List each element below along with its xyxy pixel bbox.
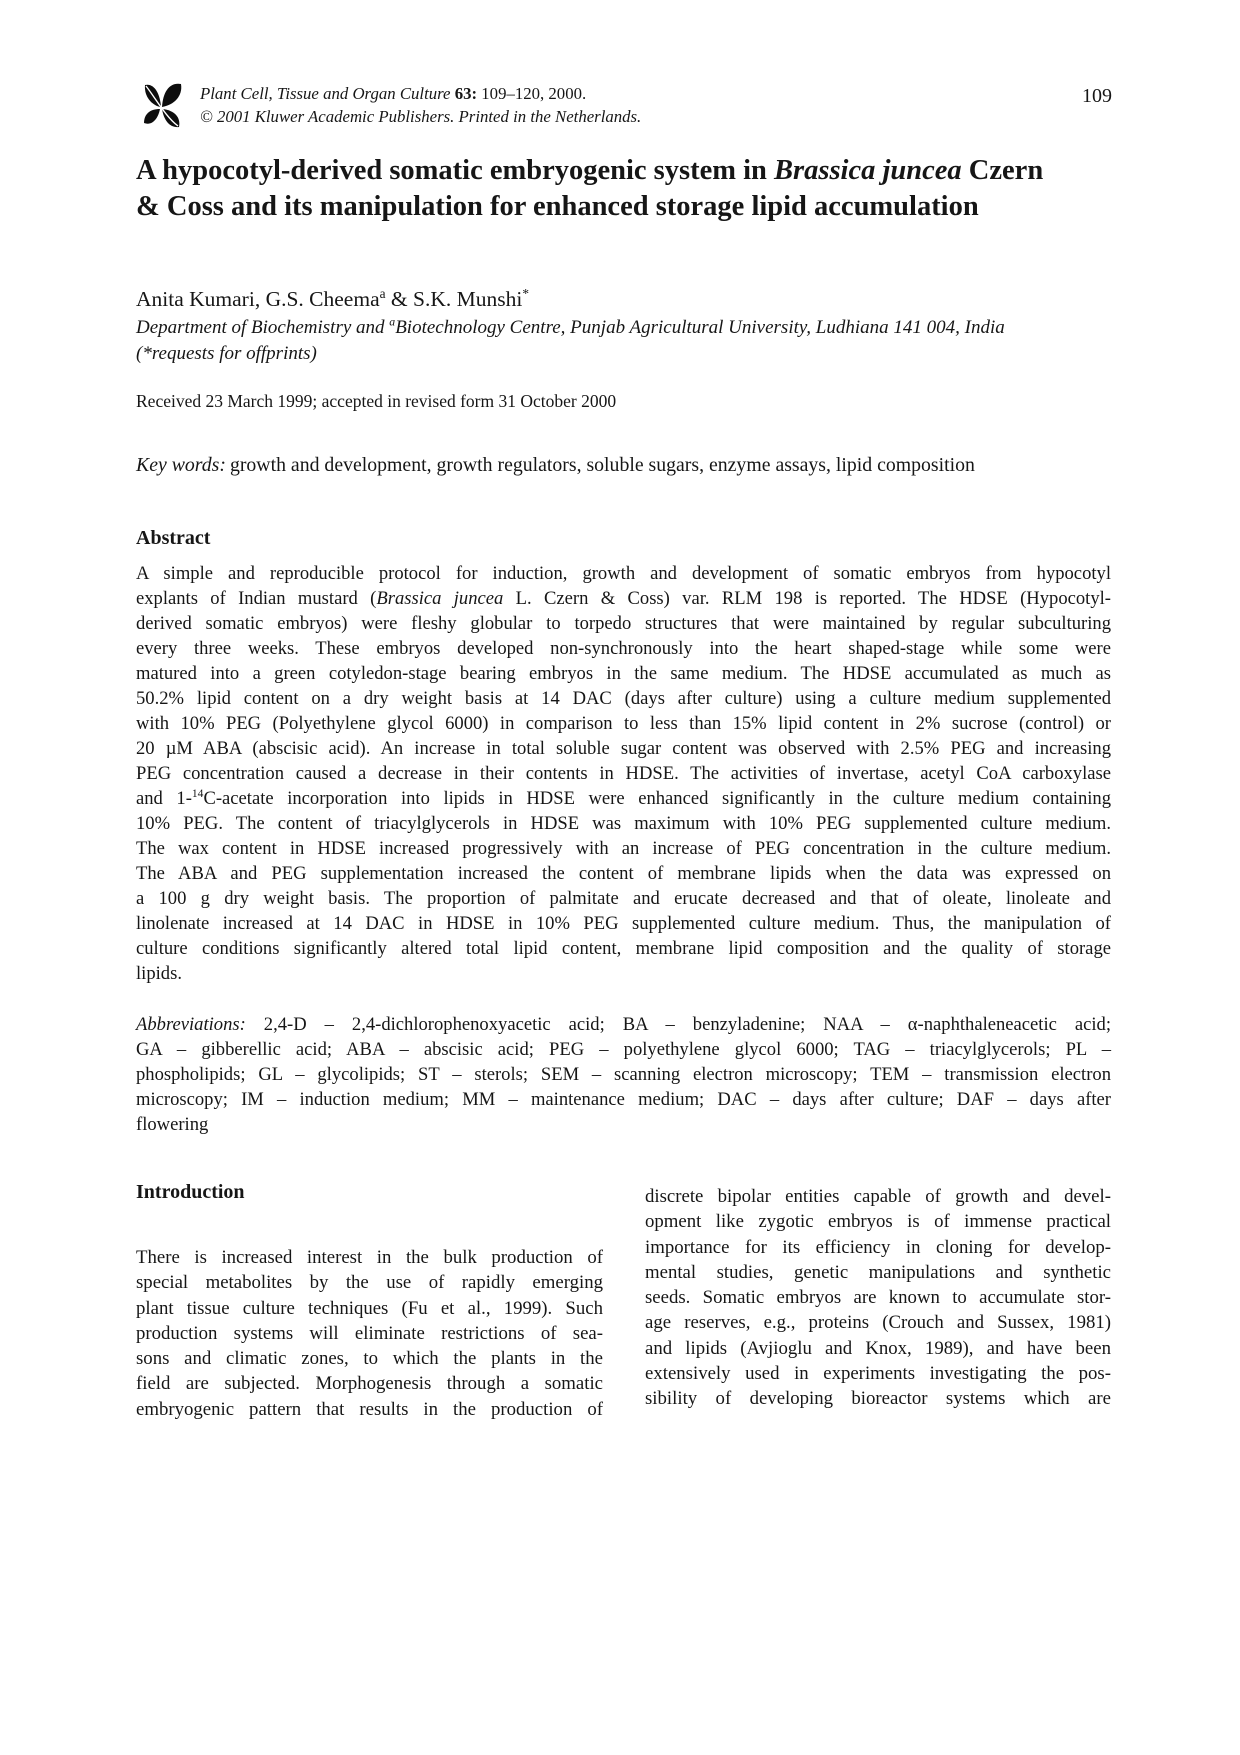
journal-volume: 63: [454, 84, 478, 103]
text-line: discrete bipolar entities capable of growth and devel- [645, 1186, 1111, 1207]
text-line: field are subjected. Morphogenesis through a somatic [136, 1373, 603, 1395]
affiliation-line [136, 317, 1005, 339]
text-line: with 10% PEG (Polyethylene glycol 6000) in comparison to less than 15% lipid content in 2% sucrose (control) or [136, 713, 1111, 734]
journal-name: Plant Cell, Tissue and Organ Culture [200, 84, 451, 103]
text-line: opment like zygotic embryos is of immense practical [645, 1211, 1111, 1233]
text-line: derived somatic embryos) were fleshy globular to torpedo structures that were maintained by regular subculturing [136, 613, 1111, 634]
text-line: matured into a green cotyledon-stage bearing embryos in the same medium. The HDSE accumulated as much as [136, 663, 1111, 684]
text-line: age reserves, e.g., proteins (Crouch and Sussex, 1981) [645, 1312, 1111, 1334]
text-line: sons and climatic zones, to which the plants in the [136, 1348, 603, 1370]
authors-line [136, 287, 529, 312]
paper-title [136, 153, 1116, 225]
text-line [136, 786, 1111, 811]
keywords-line [136, 454, 975, 477]
text-line: The ABA and PEG supplementation increased the content of membrane lipids when the data was expressed on [136, 863, 1111, 884]
text-line: flowering [136, 1114, 209, 1135]
text-line: culture conditions significantly altered total lipid content, membrane lipid composition and the quality of storage [136, 938, 1111, 959]
title-species-italic: Brassica juncea [774, 155, 962, 186]
text-line: production systems will eliminate restrictions of sea- [136, 1322, 603, 1344]
text-line: A simple and reproducible protocol for induction, growth and development of somatic embryos from hypocotyl [136, 563, 1111, 584]
text-line: The wax content in HDSE increased progressively with an increase of PEG concentration in the culture medium. [136, 838, 1111, 859]
offprints-note: (*requests for offprints) [136, 343, 317, 364]
text-line: There is increased interest in the bulk production of [136, 1247, 603, 1268]
introduction-heading: Introduction [136, 1181, 245, 1203]
text-line: extensively used in experiments investigating the pos- [645, 1363, 1111, 1385]
text-segment: C-acetate incorporation into lipids in HDSE were enhanced significantly in the culture medium containing [203, 788, 1112, 809]
text-line: importance for its efficiency in cloning for develop- [645, 1236, 1111, 1258]
isotope-superscript: 14 [191, 787, 204, 800]
text-line [136, 586, 1111, 611]
abstract-heading: Abstract [136, 527, 211, 549]
text-segment: 2,4-D – 2,4-dichlorophenoxyacetic acid; BA – benzyladenine; NAA – α-naphthaleneacetic acid; [245, 1014, 1111, 1035]
affiliation-text: Department of Biochemistry and [136, 317, 390, 338]
text-line: embryogenic pattern that results in the production of [136, 1398, 603, 1420]
corresponding-author-mark: * [522, 285, 530, 301]
affiliation-text: Biotechnology Centre, Punjab Agricultural University, Ludhiana 141 004, India [395, 317, 1005, 338]
text-line: and lipids (Avjioglu and Knox, 1989), and have been [645, 1337, 1111, 1359]
journal-header [200, 82, 641, 128]
text-line: a 100 g dry weight basis. The proportion of palmitate and erucate decreased and that of oleate, linoleate and [136, 888, 1111, 909]
keywords-label: Key words: [136, 454, 226, 476]
title-text-line2: & Coss and its manipulation for enhanced storage lipid accumulation [136, 191, 979, 222]
keywords-text: growth and development, growth regulators, soluble sugars, enzyme assays, lipid composition [229, 454, 975, 476]
text-line: 50.2% lipid content on a dry weight basis at 14 DAC (days after culture) using a culture medium supplemented [136, 688, 1111, 709]
title-text: A hypocotyl-derived somatic embryogenic system in [136, 155, 775, 186]
copyright-line: © 2001 Kluwer Academic Publishers. Printed in the Netherlands. [200, 107, 642, 126]
text-line: microscopy; IM – induction medium; MM – maintenance medium; DAC – days after culture; DAF – days after [136, 1089, 1111, 1110]
text-segment: explants of Indian mustard ( [136, 588, 377, 609]
text-line: every three weeks. These embryos developed non-synchronously into the heart shaped-stage while some were [136, 638, 1111, 659]
text-line: GA – gibberellic acid; ABA – abscisic acid; PEG – polyethylene glycol 6000; TAG – triacylglycerols; PL – [136, 1039, 1111, 1060]
text-line: lipids. [136, 963, 182, 984]
journal-citation-line [200, 82, 641, 105]
journal-pages-year: 109–120, 2000. [481, 84, 587, 103]
author-affiliation-mark: a [379, 285, 386, 301]
text-line: 20 µM ABA (abscisic acid). An increase in total soluble sugar content was observed with 2.5% PEG and increasing [136, 738, 1111, 759]
intro-right-column [645, 1184, 1111, 1412]
text-line: PEG concentration caused a decrease in their contents in HDSE. The activities of invertase, acetyl CoA carboxylase [136, 763, 1111, 784]
abbreviations-label: Abbreviations: [136, 1014, 246, 1035]
text-line: phospholipids; GL – glycolipids; ST – sterols; SEM – scanning electron microscopy; TEM – transmission electron [136, 1064, 1111, 1085]
text-line: plant tissue culture techniques (Fu et al., 1999). Such [136, 1297, 603, 1319]
author-names: Anita Kumari, G.S. Cheema [136, 287, 380, 311]
text-line: special metabolites by the use of rapidly emerging [136, 1272, 603, 1294]
intro-left-column [136, 1245, 603, 1422]
publisher-logo-icon [136, 79, 186, 133]
text-segment: L. Czern & Coss) var. RLM 198 is reported. The HDSE (Hypocotyl- [503, 588, 1111, 609]
text-line: 10% PEG. The content of triacylglycerols in HDSE was maximum with 10% PEG supplemented culture medium. [136, 813, 1111, 834]
text-line: seeds. Somatic embryos are known to accumulate stor- [645, 1287, 1111, 1309]
text-segment: and 1- [136, 788, 192, 809]
affiliation-mark: a [389, 315, 396, 329]
text-line: linolenate increased at 14 DAC in HDSE in 10% PEG supplemented culture medium. Thus, the manipulation of [136, 913, 1111, 934]
title-text: Czern [961, 155, 1044, 186]
text-line: mental studies, genetic manipulations and synthetic [645, 1261, 1111, 1283]
abbreviations-paragraph [136, 1012, 1111, 1137]
species-italic: Brassica juncea [376, 588, 504, 609]
author-names: & S.K. Munshi [385, 287, 523, 311]
text-line [136, 1012, 1111, 1037]
received-line: Received 23 March 1999; accepted in revised form 31 October 2000 [136, 391, 617, 411]
text-line: sibility of developing bioreactor systems which are [645, 1388, 1111, 1410]
abstract-paragraph [136, 561, 1111, 986]
page-number: 109 [1082, 85, 1112, 107]
